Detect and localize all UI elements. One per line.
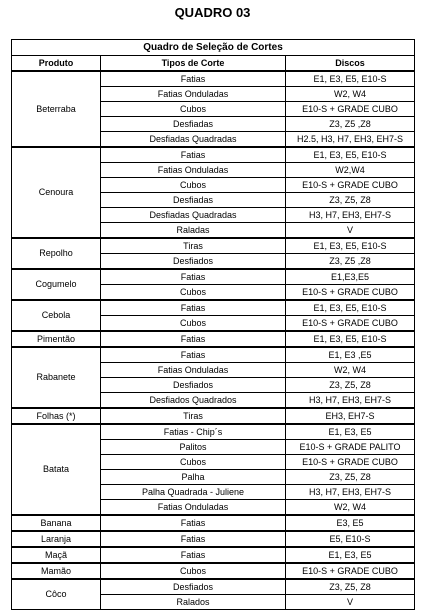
discs-cell: V [286, 595, 415, 610]
discs-cell: W2,W4 [286, 163, 415, 178]
cut-type-cell: Tiras [101, 238, 286, 254]
table-title: Quadro de Seleção de Cortes [12, 40, 415, 56]
discs-cell: E10-S + GRADE CUBO [286, 102, 415, 117]
table-row [12, 300, 415, 316]
product-name-cell: Beterraba [12, 71, 101, 147]
product-name-cell: Repolho [12, 238, 101, 269]
discs-cell: E10-S + GRADE CUBO [286, 316, 415, 332]
table-row [12, 531, 415, 547]
discs-cell: H3, H7, EH3, EH7-S [286, 208, 415, 223]
cut-type-cell: Desfiadas Quadradas [101, 208, 286, 223]
cut-type-cell: Desfiadas [101, 193, 286, 208]
discs-cell: Z3, Z5, Z8 [286, 579, 415, 595]
cut-type-cell: Desfiadas Quadradas [101, 132, 286, 148]
cut-selection-table [11, 39, 415, 610]
discs-cell: E1, E3, E5, E10-S [286, 331, 415, 347]
cut-type-cell: Desfiados [101, 579, 286, 595]
discs-cell: H3, H7, EH3, EH7-S [286, 485, 415, 500]
column-header-discos: Discos [286, 56, 415, 72]
table-row [12, 147, 415, 163]
discs-cell: E10-S + GRADE CUBO [286, 285, 415, 301]
product-name-cell: Laranja [12, 531, 101, 547]
discs-cell: Z3, Z5, Z8 [286, 470, 415, 485]
cut-type-cell: Fatias Onduladas [101, 87, 286, 102]
product-name-cell: Côco [12, 579, 101, 610]
product-name-cell: Folhas (*) [12, 408, 101, 424]
table-row [12, 238, 415, 254]
cut-type-cell: Cubos [101, 563, 286, 579]
product-name-cell: Cogumelo [12, 269, 101, 300]
cut-type-cell: Tiras [101, 408, 286, 424]
discs-cell: E1, E3, E5 [286, 424, 415, 440]
cut-type-cell: Fatias [101, 300, 286, 316]
column-header-produto: Produto [12, 56, 101, 72]
column-header-tipos-de-corte: Tipos de Corte [101, 56, 286, 72]
cut-type-cell: Fatias [101, 531, 286, 547]
discs-cell: Z3, Z5 ,Z8 [286, 117, 415, 132]
cut-type-cell: Cubos [101, 178, 286, 193]
table-row [12, 547, 415, 563]
cut-type-cell: Desfiados Quadrados [101, 393, 286, 409]
product-name-cell: Cebola [12, 300, 101, 331]
discs-cell: E1, E3, E5, E10-S [286, 238, 415, 254]
product-name-cell: Pimentão [12, 331, 101, 347]
cut-type-cell: Fatias Onduladas [101, 163, 286, 178]
discs-cell: EH3, EH7-S [286, 408, 415, 424]
discs-cell: W2, W4 [286, 500, 415, 516]
cut-type-cell: Fatias Onduladas [101, 363, 286, 378]
table-row [12, 563, 415, 579]
cut-type-cell: Fatias - Chip´s [101, 424, 286, 440]
product-name-cell: Maçã [12, 547, 101, 563]
cut-type-cell: Fatias Onduladas [101, 500, 286, 516]
cut-type-cell: Cubos [101, 455, 286, 470]
discs-cell: E1, E3, E5, E10-S [286, 147, 415, 163]
cut-type-cell: Fatias [101, 347, 286, 363]
cut-type-cell: Fatias [101, 515, 286, 531]
product-name-cell: Batata [12, 424, 101, 515]
discs-cell: Z3, Z5, Z8 [286, 378, 415, 393]
table-row [12, 579, 415, 595]
discs-cell: E1, E3 ,E5 [286, 347, 415, 363]
discs-cell: H3, H7, EH3, EH7-S [286, 393, 415, 409]
table-row [12, 408, 415, 424]
discs-cell: E10-S + GRADE CUBO [286, 178, 415, 193]
cut-type-cell: Cubos [101, 102, 286, 117]
cut-type-cell: Fatias [101, 71, 286, 87]
table-row [12, 515, 415, 531]
cut-type-cell: Palha [101, 470, 286, 485]
cut-type-cell: Cubos [101, 285, 286, 301]
cut-type-cell: Fatias [101, 331, 286, 347]
discs-cell: E5, E10-S [286, 531, 415, 547]
table-row [12, 331, 415, 347]
document-title: QUADRO 03 [174, 5, 251, 20]
discs-cell: E1, E3, E5, E10-S [286, 71, 415, 87]
cut-type-cell: Desfiados [101, 254, 286, 270]
discs-cell: Z3, Z5 ,Z8 [286, 254, 415, 270]
table-row [12, 269, 415, 285]
cut-type-cell: Cubos [101, 316, 286, 332]
product-name-cell: Mamão [12, 563, 101, 579]
cut-type-cell: Raladas [101, 223, 286, 239]
table-row [12, 424, 415, 440]
discs-cell: V [286, 223, 415, 239]
cut-type-cell: Palha Quadrada - Juliene [101, 485, 286, 500]
cut-type-cell: Desfiados [101, 378, 286, 393]
discs-cell: H2.5, H3, H7, EH3, EH7-S [286, 132, 415, 148]
discs-cell: E1,E3,E5 [286, 269, 415, 285]
table-row [12, 347, 415, 363]
discs-cell: E10-S + GRADE PALITO [286, 440, 415, 455]
cut-type-cell: Ralados [101, 595, 286, 610]
product-name-cell: Rabanete [12, 347, 101, 408]
discs-cell: W2, W4 [286, 87, 415, 102]
discs-cell: E10-S + GRADE CUBO [286, 455, 415, 470]
cut-type-cell: Palitos [101, 440, 286, 455]
cut-type-cell: Fatias [101, 547, 286, 563]
discs-cell: E3, E5 [286, 515, 415, 531]
product-name-cell: Cenoura [12, 147, 101, 238]
product-name-cell: Banana [12, 515, 101, 531]
discs-cell: Z3, Z5, Z8 [286, 193, 415, 208]
table-row [12, 71, 415, 87]
cut-type-cell: Fatias [101, 147, 286, 163]
table-body [12, 71, 415, 610]
cut-type-cell: Desfiadas [101, 117, 286, 132]
discs-cell: W2, W4 [286, 363, 415, 378]
cut-type-cell: Fatias [101, 269, 286, 285]
discs-cell: E1, E3, E5, E10-S [286, 300, 415, 316]
discs-cell: E1, E3, E5 [286, 547, 415, 563]
discs-cell: E10-S + GRADE CUBO [286, 563, 415, 579]
